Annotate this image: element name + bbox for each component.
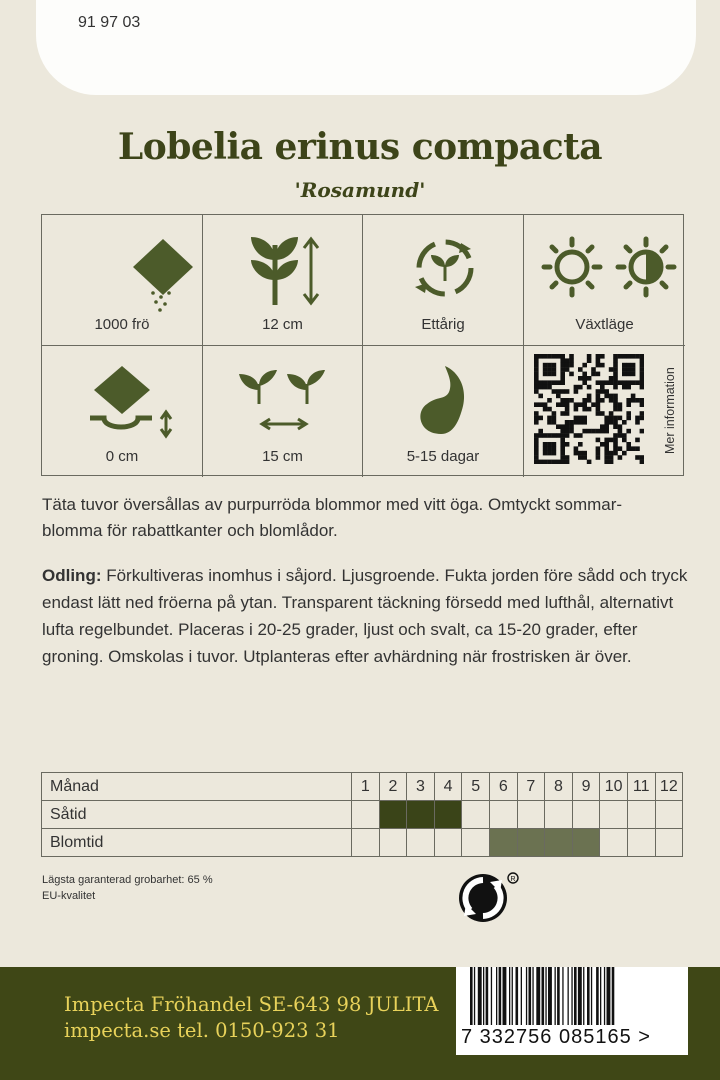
calendar-header-row [42, 773, 683, 801]
more-info-label: Mer information [663, 367, 677, 455]
info-cell-height [203, 215, 363, 346]
calendar-row-sowing [42, 801, 683, 829]
info-cell-sun [524, 215, 685, 346]
info-cell-seeds [42, 215, 203, 346]
calendar-cell [600, 829, 628, 857]
month-cell: 11 [627, 773, 655, 801]
month-cell: 3 [407, 773, 435, 801]
calendar-cell [572, 829, 600, 857]
calendar-cell [462, 801, 490, 829]
month-cell: 1 [352, 773, 380, 801]
month-cell: 7 [517, 773, 545, 801]
month-cell: 10 [600, 773, 628, 801]
calendar-cell [379, 829, 407, 857]
life-cycle: Ettårig [421, 316, 465, 333]
cultivation-label: Odling: [42, 566, 102, 585]
cultivation-instructions [42, 562, 692, 670]
sowing-depth: 0 cm [105, 448, 139, 465]
calendar-cell [517, 801, 545, 829]
calendar-cell [627, 829, 655, 857]
barcode-number: 7 332756 085165 > [461, 1026, 651, 1048]
month-cell: 5 [462, 773, 490, 801]
month-cell: 2 [379, 773, 407, 801]
sowing-calendar [41, 772, 683, 857]
seed-count: 1000 frö [94, 316, 150, 333]
calendar-cell [545, 801, 573, 829]
green-dot-recycling-icon [458, 870, 522, 930]
info-cell-germination [363, 346, 524, 477]
article-number: 91 97 03 [78, 14, 141, 31]
calendar-cell [434, 801, 462, 829]
calendar-cell [545, 829, 573, 857]
cultivation-text: Förkultiveras inomhus i såjord. Ljusgroende. Fukta jorden före sådd och tryck endast lätt ned fröerna på ytan. Transparent täckning försedd med lufthål, alternativt lufta regelbundet. Placeras i 20-25 grader, ljust och svalt, ca 15-20 grader, efter groning. Omskolas i tuvor. Utplanteras efter avhärdning när frostrisken är över. [42, 566, 688, 666]
calendar-cell [655, 801, 683, 829]
calendar-cell [434, 829, 462, 857]
svg-text:R: R [510, 876, 516, 883]
info-cell-spacing [203, 346, 363, 477]
product-description: Täta tuvor översållas av purpurröda blommor med vitt öga. Omtyckt sommar-blomma för rabattkanter och blomlådor. [42, 495, 623, 540]
quality-info [42, 872, 213, 904]
calendar-cell [407, 801, 435, 829]
info-cell-annual [363, 215, 524, 346]
company-contact: impecta.se tel. 0150-923 31 [64, 1019, 340, 1042]
calendar-cell [462, 829, 490, 857]
barcode-bars-icon [456, 967, 688, 1025]
calendar-cell [489, 801, 517, 829]
flowering-row-label: Blomtid [42, 829, 352, 857]
calendar-cell [572, 801, 600, 829]
plant-spacing: 15 cm [262, 448, 303, 465]
calendar-cell [655, 829, 683, 857]
month-cell: 9 [572, 773, 600, 801]
growing-position: Växtläge [575, 316, 634, 333]
sowing-row-label: Såtid [42, 801, 352, 829]
germination-rate: Lägsta garanterad grobarhet: 65 % [42, 874, 213, 886]
calendar-cell [517, 829, 545, 857]
month-cell: 8 [545, 773, 573, 801]
calendar-cell [489, 829, 517, 857]
product-title: Lobelia erinus compacta [117, 126, 603, 168]
calendar-cell [352, 801, 380, 829]
calendar-row-flowering [42, 829, 683, 857]
month-cell: 12 [655, 773, 683, 801]
calendar-cell [600, 801, 628, 829]
info-cell-depth [42, 346, 203, 477]
calendar-cell [627, 801, 655, 829]
eu-quality: EU-kvalitet [42, 890, 96, 902]
month-cell: 6 [489, 773, 517, 801]
month-cell: 4 [434, 773, 462, 801]
plant-height: 12 cm [262, 316, 303, 333]
info-cell-qr[interactable] [524, 346, 685, 477]
calendar-cell [379, 801, 407, 829]
info-icon-grid [41, 214, 684, 476]
product-variety: 'Rosamund' [294, 178, 426, 202]
calendar-cell [407, 829, 435, 857]
company-address: Impecta Fröhandel SE-643 98 JULITA [64, 993, 439, 1016]
calendar-cell [352, 829, 380, 857]
germination-time: 5-15 dagar [406, 448, 480, 465]
qr-code-icon[interactable] [534, 354, 644, 464]
month-header-label: Månad [42, 773, 352, 801]
